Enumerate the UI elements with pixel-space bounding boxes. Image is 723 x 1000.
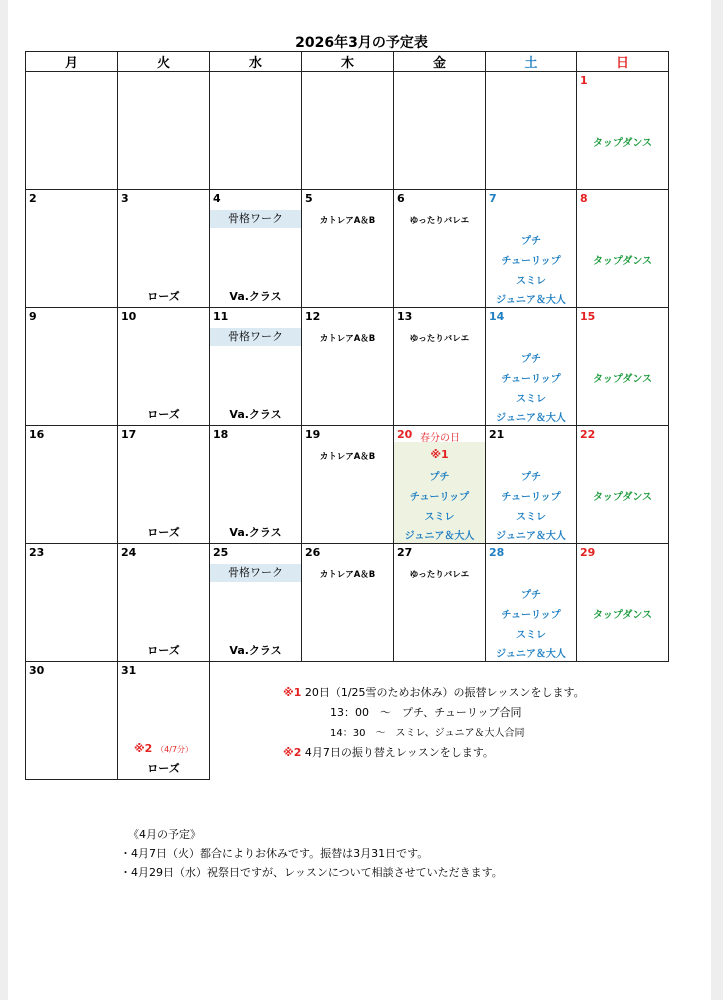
day-cell-empty — [394, 72, 486, 190]
note-1 — [283, 684, 585, 700]
day-cell-26 — [302, 544, 394, 662]
class-tap: タップダンス — [592, 610, 653, 621]
day-number: 26 — [305, 546, 321, 559]
day-cell-empty — [118, 72, 210, 190]
class-tulip: チューリップ — [501, 492, 561, 503]
class-va: Va.クラス — [229, 644, 282, 657]
class-puchi: プチ — [521, 354, 541, 365]
day-cell-10 — [118, 308, 210, 426]
weekday-wed: 水 — [210, 52, 302, 72]
note-1-mark: ※1 — [283, 686, 302, 699]
day-number: 11 — [213, 310, 229, 323]
day-number: 12 — [305, 310, 321, 323]
day-number: 10 — [121, 310, 137, 323]
day-number: 5 — [305, 192, 313, 205]
day-number: 4 — [213, 192, 221, 205]
april-line-1: ・4月7日（火）都合によりお休みです。振替は3月31日です。 — [120, 847, 429, 860]
day-cell-22 — [577, 426, 669, 544]
class-rose: ローズ — [147, 644, 180, 657]
class-rose: ローズ — [147, 526, 180, 539]
day-cell-18 — [210, 426, 302, 544]
day-cell-empty — [486, 72, 577, 190]
note-1-time-1: 13：00 ～ プチ、チューリップ合同 — [330, 706, 522, 719]
day-number: 25 — [213, 546, 229, 559]
day-cell-7 — [486, 190, 577, 308]
day-number: 23 — [29, 546, 45, 559]
day-cell-28 — [486, 544, 577, 662]
day-cell-20 — [394, 426, 486, 544]
mark-2-line — [118, 742, 209, 755]
class-kokkaku: 骨格ワーク — [210, 328, 301, 346]
day-number: 27 — [397, 546, 413, 559]
day-number: 14 — [489, 310, 505, 323]
class-junior: ジュニア＆大人 — [496, 295, 566, 306]
class-yuttari: ゆったりバレエ — [409, 570, 470, 580]
weekday-sat: 土 — [486, 52, 577, 72]
day-number: 18 — [213, 428, 229, 441]
day-cell-31 — [118, 662, 210, 780]
april-line-2: ・4月29日（水）祝祭日ですが、レッスンについて相談させていただきます。 — [120, 866, 503, 879]
class-katorea: カトレアA＆B — [319, 570, 376, 580]
day-cell-19 — [302, 426, 394, 544]
day-number: 13 — [397, 310, 413, 323]
day-number: 30 — [29, 664, 45, 677]
day-cell-1 — [577, 72, 669, 190]
class-tap: タップダンス — [592, 256, 653, 267]
day-number: 20 — [397, 428, 413, 441]
day-number: 29 — [580, 546, 596, 559]
day-number: 7 — [489, 192, 497, 205]
day-number: 31 — [121, 664, 137, 677]
note-1-text: 20日（1/25雪のためお休み）の振替レッスンをします。 — [304, 686, 585, 699]
weekday-sun: 日 — [577, 52, 669, 72]
mark-2-note: （4/7分） — [156, 745, 194, 754]
day-number: 9 — [29, 310, 37, 323]
week-row-5 — [26, 544, 669, 662]
day-cell-15 — [577, 308, 669, 426]
class-puchi: プチ — [521, 472, 541, 483]
class-kokkaku: 骨格ワーク — [210, 210, 301, 228]
day-number: 6 — [397, 192, 405, 205]
day-number: 8 — [580, 192, 588, 205]
blank-cell — [210, 662, 302, 780]
day-cell-17 — [118, 426, 210, 544]
class-sumire: スミレ — [516, 512, 546, 523]
day-number: 3 — [121, 192, 129, 205]
class-sumire: スミレ — [516, 394, 546, 405]
day-number: 21 — [489, 428, 505, 441]
class-sumire: スミレ — [516, 630, 546, 641]
day-number: 22 — [580, 428, 596, 441]
class-yuttari: ゆったりバレエ — [409, 334, 470, 344]
note-1-time-2: 14：30 ～ スミレ、ジュニア＆大人合同 — [330, 728, 525, 739]
april-heading: 《4月の予定》 — [128, 828, 201, 841]
mark-2: ※2 — [133, 742, 153, 755]
day-number: 1 — [580, 74, 588, 87]
day-cell-4 — [210, 190, 302, 308]
day-cell-30 — [26, 662, 118, 780]
day-cell-11 — [210, 308, 302, 426]
day-cell-23 — [26, 544, 118, 662]
weekday-mon: 月 — [26, 52, 118, 72]
day-number: 19 — [305, 428, 321, 441]
class-yuttari: ゆったりバレエ — [409, 216, 470, 226]
calendar-table — [25, 51, 669, 780]
week-row-3 — [26, 308, 669, 426]
class-tulip: チューリップ — [501, 374, 561, 385]
blank-cell — [394, 662, 486, 780]
blank-cell — [486, 662, 577, 780]
class-va: Va.クラス — [229, 408, 282, 421]
class-sumire: スミレ — [424, 512, 455, 523]
day-number: 28 — [489, 546, 505, 559]
class-tap: タップダンス — [592, 492, 653, 503]
class-kokkaku: 骨格ワーク — [210, 564, 301, 582]
day-number: 16 — [29, 428, 45, 441]
class-tulip: チューリップ — [409, 492, 470, 503]
day-cell-12 — [302, 308, 394, 426]
day-cell-8 — [577, 190, 669, 308]
day-cell-14 — [486, 308, 577, 426]
class-tap: タップダンス — [592, 138, 653, 149]
weekday-thu: 木 — [302, 52, 394, 72]
note-2-text: 4月7日の振り替えレッスンをします。 — [304, 746, 494, 759]
day-number: 24 — [121, 546, 137, 559]
week-row-4 — [26, 426, 669, 544]
day-cell-21 — [486, 426, 577, 544]
class-va: Va.クラス — [229, 290, 282, 303]
class-junior: ジュニア＆大人 — [496, 531, 566, 542]
week-row-1 — [26, 72, 669, 190]
day-cell-5 — [302, 190, 394, 308]
class-puchi: プチ — [429, 472, 450, 483]
blank-cell — [302, 662, 394, 780]
class-junior: ジュニア＆大人 — [496, 649, 566, 660]
note-2 — [283, 744, 494, 760]
weekday-fri: 金 — [394, 52, 486, 72]
page-title: 2026年3月の予定表 — [295, 35, 428, 51]
day-number: 2 — [29, 192, 37, 205]
weekday-tue: 火 — [118, 52, 210, 72]
day-cell-9 — [26, 308, 118, 426]
note-2-mark: ※2 — [283, 746, 302, 759]
week-row-6 — [26, 662, 669, 780]
day-cell-29 — [577, 544, 669, 662]
day-cell-empty — [302, 72, 394, 190]
class-tulip: チューリップ — [501, 610, 561, 621]
week-row-2 — [26, 190, 669, 308]
day-cell-24 — [118, 544, 210, 662]
class-junior: ジュニア＆大人 — [404, 531, 475, 542]
class-sumire: スミレ — [516, 276, 546, 287]
class-rose: ローズ — [147, 762, 180, 775]
class-junior: ジュニア＆大人 — [496, 413, 566, 424]
class-tulip: チューリップ — [501, 256, 561, 267]
day-cell-16 — [26, 426, 118, 544]
day-cell-empty — [210, 72, 302, 190]
class-puchi: プチ — [521, 590, 541, 601]
holiday-label: 春分の日 — [420, 433, 460, 444]
day-cell-empty — [26, 72, 118, 190]
day-cell-6 — [394, 190, 486, 308]
day-number: 17 — [121, 428, 137, 441]
class-katorea: カトレアA＆B — [319, 334, 376, 344]
day-cell-25 — [210, 544, 302, 662]
day-number: 15 — [580, 310, 596, 323]
class-katorea: カトレアA＆B — [319, 452, 376, 462]
class-rose: ローズ — [147, 290, 180, 303]
class-tap: タップダンス — [592, 374, 653, 385]
class-katorea: カトレアA＆B — [319, 216, 376, 226]
class-puchi: プチ — [521, 236, 541, 247]
class-va: Va.クラス — [229, 526, 282, 539]
day-cell-2 — [26, 190, 118, 308]
mark-1: ※1 — [430, 448, 449, 461]
weekday-header-row — [26, 52, 669, 72]
day-cell-3 — [118, 190, 210, 308]
day-cell-13 — [394, 308, 486, 426]
class-rose: ローズ — [147, 408, 180, 421]
blank-cell — [577, 662, 669, 780]
day-cell-27 — [394, 544, 486, 662]
